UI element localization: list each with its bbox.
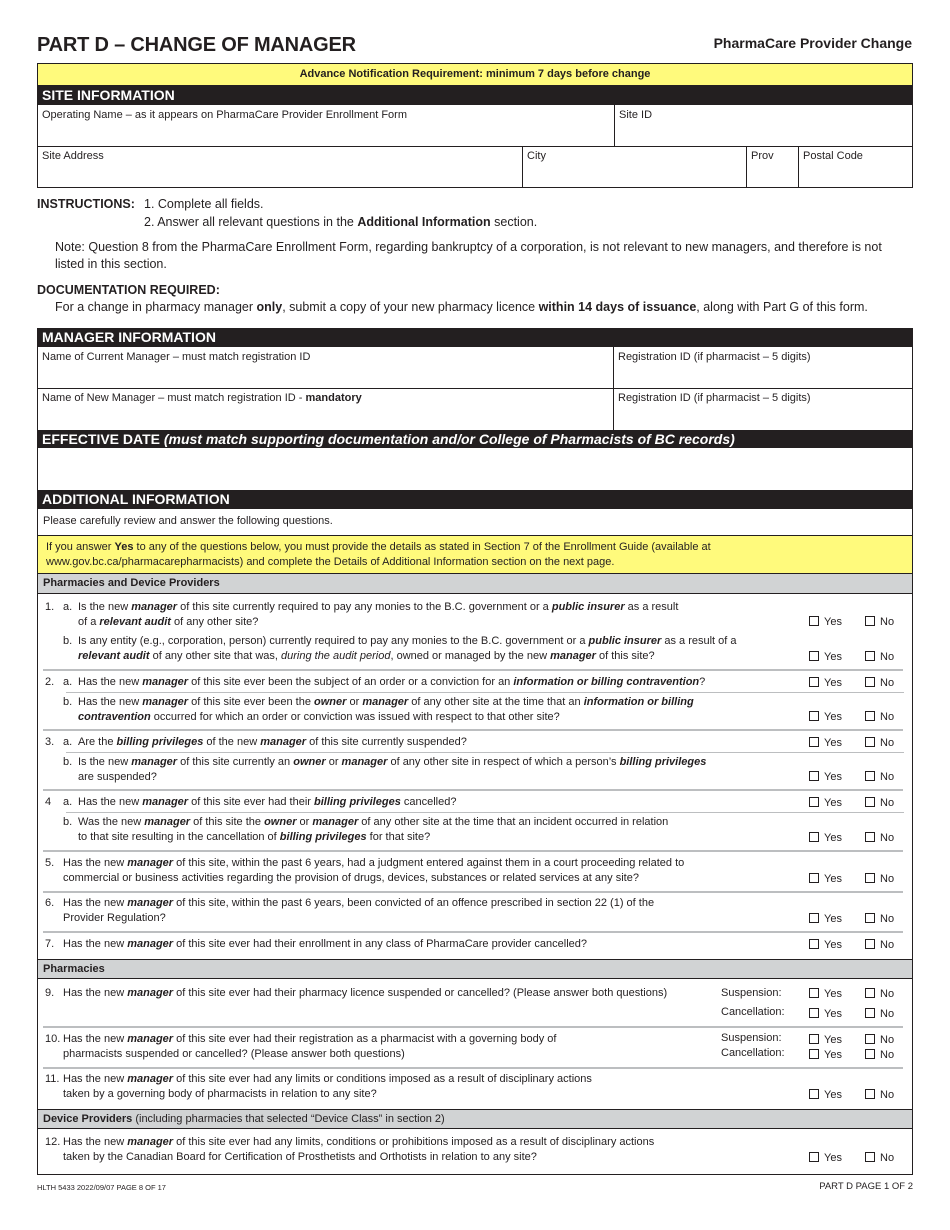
checkbox-box[interactable]: [865, 616, 875, 626]
checkbox-label: No: [880, 832, 895, 844]
checkbox-label: Yes: [824, 711, 842, 723]
site-address-label: Site Address: [42, 150, 104, 162]
checkbox-box[interactable]: [809, 711, 819, 721]
current-manager-field[interactable]: [38, 347, 613, 388]
checkbox-label: Yes: [824, 771, 842, 783]
checkbox-label: Yes: [824, 988, 842, 1000]
group-pharmacies-and-device-providers: Pharmacies and Device Providers: [38, 574, 912, 594]
site-id-label: Site ID: [619, 109, 653, 121]
checkbox-label: No: [880, 677, 895, 689]
footer-page-number: PART D PAGE 1 OF 2: [819, 1181, 913, 1192]
checkbox-box[interactable]: [865, 939, 875, 949]
notification-banner: Advance Notification Requirement: minimum 7 days before change: [37, 63, 913, 86]
checkbox-box[interactable]: [865, 771, 875, 781]
checkbox-label: No: [880, 737, 895, 749]
effective-date-heading: EFFECTIVE DATE (must match supporting documentation and/or College of Pharmacists of BC records): [37, 430, 913, 448]
checkbox-box[interactable]: [809, 1034, 819, 1044]
instructions-label: INSTRUCTIONS:: [37, 197, 135, 211]
checkbox-label: Yes: [824, 1089, 842, 1101]
checkbox-label: No: [880, 616, 895, 628]
checkbox-box[interactable]: [809, 737, 819, 747]
documentation-text: For a change in pharmacy manager only, submit a copy of your new pharmacy licence within 14 days of issuance, along with Part G of this form.: [55, 300, 868, 314]
checkbox-box[interactable]: [809, 771, 819, 781]
checkbox-box[interactable]: [865, 873, 875, 883]
q1b-no-checkbox[interactable]: [865, 651, 894, 663]
checkbox-label: No: [880, 711, 895, 723]
q2b-yes-checkbox[interactable]: [809, 711, 842, 723]
checkbox-label: Yes: [824, 1049, 842, 1061]
current-registration-label: Registration ID (if pharmacist – 5 digits): [618, 351, 811, 363]
operating-name-field[interactable]: [38, 105, 614, 146]
checkbox-label: No: [880, 797, 895, 809]
checkbox-box[interactable]: [809, 1049, 819, 1059]
q9-suspension-no-checkbox[interactable]: [865, 988, 894, 1000]
checkbox-label: Yes: [824, 1152, 842, 1164]
instructions-note: Note: Question 8 from the PharmaCare Enrollment Form, regarding bankruptcy of a corporation, is not relevant to new managers, and therefore is not listed in this section.: [55, 240, 882, 271]
q1a-no-checkbox[interactable]: [865, 616, 894, 628]
new-manager-field[interactable]: [38, 388, 613, 430]
checkbox-label: Yes: [824, 1034, 842, 1046]
q4a-no-checkbox[interactable]: [865, 797, 894, 809]
city-field[interactable]: [522, 146, 746, 187]
q1a-yes-checkbox[interactable]: [809, 616, 842, 628]
checkbox-label: No: [880, 1152, 895, 1164]
q3a-yes-checkbox[interactable]: [809, 737, 842, 749]
current-manager-label: Name of Current Manager – must match registration ID: [42, 351, 311, 363]
form-subtitle: PharmaCare Provider Change: [713, 35, 912, 51]
checkbox-box[interactable]: [809, 1008, 819, 1018]
checkbox-box[interactable]: [865, 651, 875, 661]
group-pharmacies: Pharmacies: [38, 959, 912, 979]
checkbox-label: No: [880, 939, 895, 951]
q10-suspension-no-checkbox[interactable]: [865, 1034, 894, 1046]
q2a-yes-checkbox[interactable]: [809, 677, 842, 689]
site-address-field[interactable]: [38, 146, 522, 187]
checkbox-box[interactable]: [809, 939, 819, 949]
checkbox-label: No: [880, 873, 895, 885]
city-label: City: [527, 150, 546, 162]
checkbox-label: Yes: [824, 1008, 842, 1020]
checkbox-box[interactable]: [809, 988, 819, 998]
q10-cancellation-label: Cancellation:: [721, 1047, 785, 1059]
q12-yes-checkbox[interactable]: [809, 1152, 842, 1164]
instruction-item-2: 2. Answer all relevant questions in the Additional Information section.: [144, 215, 538, 229]
checkbox-box[interactable]: [865, 913, 875, 923]
additional-yellow-notice: If you answer Yes to any of the questions below, you must provide the details as stated in Section 7 of the Enrollment Guide (available at www.gov.bc.ca/pharmacarepharmacists) and complete the Details of Additional Information section on the next page.: [38, 535, 912, 574]
instruction-item-1: 1. Complete all fields.: [144, 197, 264, 211]
q6-yes-checkbox[interactable]: [809, 913, 842, 925]
checkbox-label: Yes: [824, 737, 842, 749]
checkbox-box[interactable]: [809, 873, 819, 883]
checkbox-box[interactable]: [809, 913, 819, 923]
checkbox-box[interactable]: [865, 711, 875, 721]
manager-information-grid: [37, 347, 913, 431]
checkbox-label: No: [880, 988, 895, 1000]
current-registration-id-field[interactable]: [613, 347, 912, 388]
q4a-yes-checkbox[interactable]: [809, 797, 842, 809]
new-manager-label: Name of New Manager – must match registration ID - mandatory: [42, 392, 362, 404]
q9-cancellation-yes-checkbox[interactable]: [809, 1008, 842, 1020]
checkbox-label: Yes: [824, 832, 842, 844]
checkbox-box[interactable]: [809, 1152, 819, 1162]
q5-yes-checkbox[interactable]: [809, 873, 842, 885]
checkbox-label: Yes: [824, 797, 842, 809]
q9-suspension-yes-checkbox[interactable]: [809, 988, 842, 1000]
checkbox-box[interactable]: [809, 616, 819, 626]
checkbox-box[interactable]: [865, 1034, 875, 1044]
q10-cancellation-yes-checkbox[interactable]: [809, 1049, 842, 1061]
q1b-yes-checkbox[interactable]: [809, 651, 842, 663]
checkbox-box[interactable]: [865, 677, 875, 687]
effective-date-field[interactable]: [37, 447, 913, 491]
checkbox-box[interactable]: [809, 832, 819, 842]
page-title: PART D – CHANGE OF MANAGER: [37, 34, 356, 56]
checkbox-label: No: [880, 1049, 895, 1061]
checkbox-box[interactable]: [865, 832, 875, 842]
q7-yes-checkbox[interactable]: [809, 939, 842, 951]
checkbox-label: Yes: [824, 677, 842, 689]
documentation-label: DOCUMENTATION REQUIRED:: [37, 283, 220, 297]
prov-label: Prov: [751, 150, 774, 162]
q12-no-checkbox[interactable]: [865, 1152, 894, 1164]
operating-name-label: Operating Name – as it appears on PharmaCare Provider Enrollment Form: [42, 109, 407, 121]
checkbox-label: Yes: [824, 651, 842, 663]
checkbox-box[interactable]: [865, 797, 875, 807]
footer-form-number: HLTH 5433 2022/09/07 PAGE 8 OF 17: [37, 1183, 166, 1192]
checkbox-label: Yes: [824, 616, 842, 628]
q11-yes-checkbox[interactable]: [809, 1089, 842, 1101]
checkbox-label: No: [880, 651, 895, 663]
new-registration-label: Registration ID (if pharmacist – 5 digits): [618, 392, 811, 404]
q3a-no-checkbox[interactable]: [865, 737, 894, 749]
q2b-no-checkbox[interactable]: [865, 711, 894, 723]
checkbox-label: Yes: [824, 913, 842, 925]
q10-suspension-label: Suspension:: [721, 1032, 782, 1044]
checkbox-box[interactable]: [865, 1152, 875, 1162]
q3b-yes-checkbox[interactable]: [809, 771, 842, 783]
checkbox-box[interactable]: [809, 651, 819, 661]
q6-no-checkbox[interactable]: [865, 913, 894, 925]
site-id-field[interactable]: [614, 105, 912, 146]
q11-no-checkbox[interactable]: [865, 1089, 894, 1101]
checkbox-box[interactable]: [809, 1089, 819, 1099]
checkbox-box[interactable]: [809, 797, 819, 807]
postal-code-field[interactable]: [798, 146, 912, 187]
new-registration-id-field[interactable]: [613, 388, 912, 430]
manager-information-heading: MANAGER INFORMATION: [37, 328, 913, 347]
checkbox-label: No: [880, 913, 895, 925]
q7-no-checkbox[interactable]: [865, 939, 894, 951]
checkbox-label: Yes: [824, 939, 842, 951]
q4b-yes-checkbox[interactable]: [809, 832, 842, 844]
q2a-no-checkbox[interactable]: [865, 677, 894, 689]
q9-cancellation-no-checkbox[interactable]: [865, 1008, 894, 1020]
checkbox-box[interactable]: [865, 988, 875, 998]
checkbox-label: Yes: [824, 873, 842, 885]
postal-code-label: Postal Code: [803, 150, 863, 162]
group-device-providers: Device Providers (including pharmacies that selected “Device Class” in section 2): [38, 1109, 912, 1129]
additional-information-heading: ADDITIONAL INFORMATION: [37, 490, 913, 509]
checkbox-box[interactable]: [865, 1089, 875, 1099]
additional-intro: Please carefully review and answer the following questions.: [43, 515, 333, 527]
q3b-no-checkbox[interactable]: [865, 771, 894, 783]
checkbox-box[interactable]: [865, 1049, 875, 1059]
site-information-heading: SITE INFORMATION: [37, 86, 913, 105]
q5-no-checkbox[interactable]: [865, 873, 894, 885]
checkbox-box[interactable]: [865, 737, 875, 747]
q10-cancellation-no-checkbox[interactable]: [865, 1049, 894, 1061]
q4b-no-checkbox[interactable]: [865, 832, 894, 844]
checkbox-box[interactable]: [865, 1008, 875, 1018]
checkbox-box[interactable]: [809, 677, 819, 687]
checkbox-label: No: [880, 1089, 895, 1101]
checkbox-label: No: [880, 1034, 895, 1046]
q9-cancellation-label: Cancellation:: [721, 1006, 785, 1018]
q10-suspension-yes-checkbox[interactable]: [809, 1034, 842, 1046]
q9-suspension-label: Suspension:: [721, 987, 782, 999]
checkbox-label: No: [880, 771, 895, 783]
prov-field[interactable]: [746, 146, 798, 187]
checkbox-label: No: [880, 1008, 895, 1020]
site-information-grid: [37, 105, 913, 188]
